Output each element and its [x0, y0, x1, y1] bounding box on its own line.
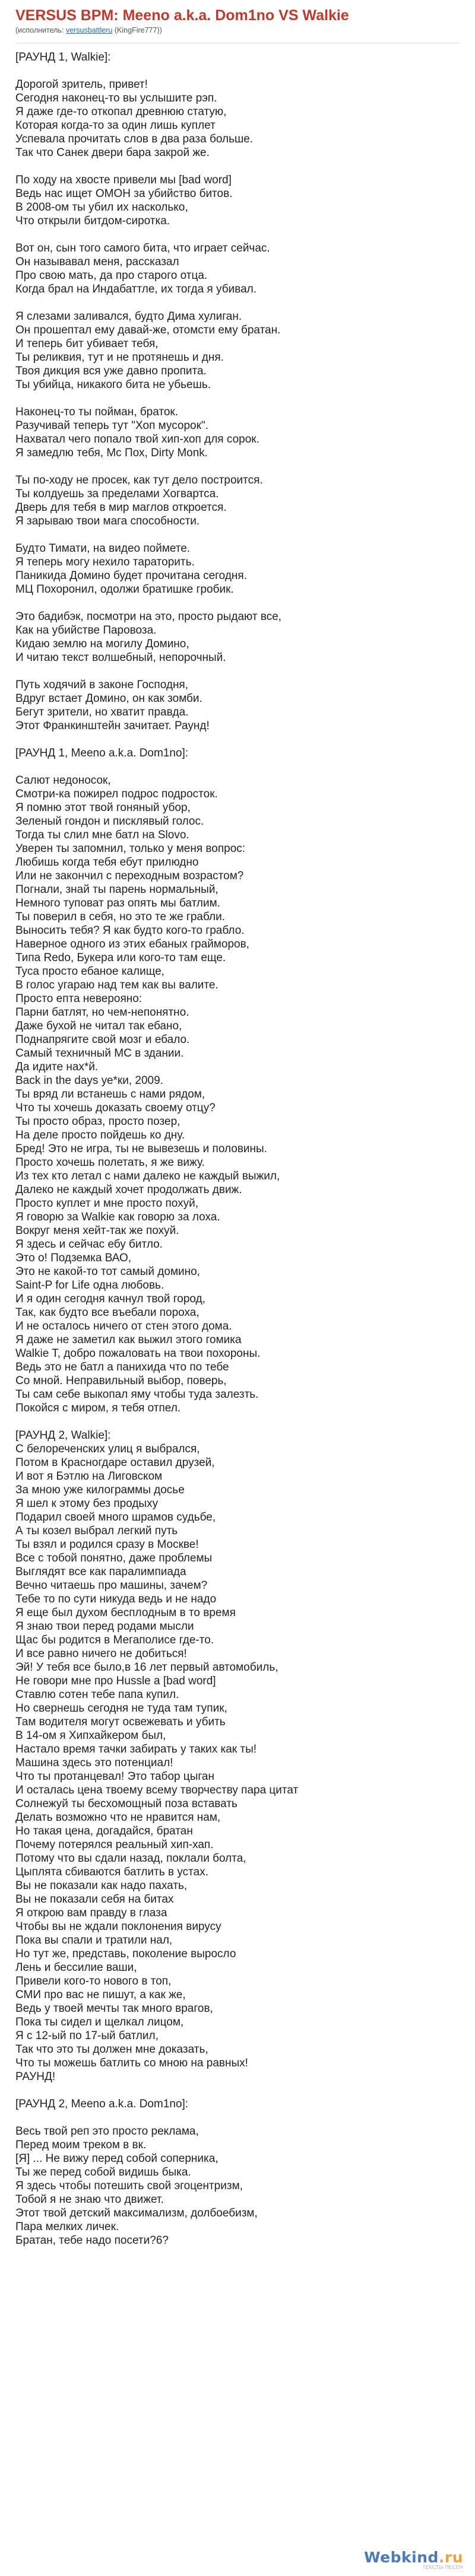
lyric-line: Солнежуй ты бесхомощный поза вставать [15, 1798, 238, 1810]
blank-line [15, 733, 460, 746]
lyric-line: Так что это ты должен мне доказать, [15, 2043, 208, 2056]
lyric-line: Я зарываю твои мага способности. [15, 515, 200, 527]
lyric-line: Вы не показали себя на битах [15, 1893, 174, 1906]
lyric-line: Ты взял и родился сразу в Москве! [15, 1538, 199, 1551]
blank-line [15, 760, 460, 774]
lyric-line: Салют недоносок, [15, 774, 111, 787]
lyric-line: Туса просто ебаное калище, [15, 965, 164, 978]
lyric-line: Я еще был духом бесплодным в то время [15, 1607, 236, 1619]
blank-line [15, 528, 460, 542]
lyric-line: Я говорю за Walkie как говорю за лоха. [15, 1211, 220, 1223]
lyric-line: Saint-P for Life одна любовь. [15, 1279, 164, 1292]
lyric-line: Так что Санек двери бара закрой же. [15, 147, 210, 159]
lyric-line: Наверное одного из этих ебаных грайморов, [15, 938, 249, 950]
lyric-line: Перед моим треком в вк. [15, 2139, 147, 2151]
lyric-line: Ведь у твоей мечты так много врагов, [15, 2002, 213, 2015]
lyric-line: Самый техничный МС в здании. [15, 1047, 184, 1060]
lyric-line: Я даже где-то откопал древнюю статую, [15, 106, 227, 118]
lyric-line: Уверен ты запомнил, только у меня вопрос: [15, 842, 246, 855]
lyric-line: Вдруг встает Домино, он как зомби. [15, 692, 202, 705]
lyric-line: Пока ты сидел и щелкал лицом, [15, 2016, 184, 2028]
lyric-line: Вот он, сын того самого бита, что играет сейчас. [15, 242, 270, 255]
lyric-line: Ты реликвия, тут и не протянешь и дня. [15, 351, 224, 364]
lyric-line: Нахватал чего попало твой хип-хоп для сорок. [15, 433, 259, 446]
lyric-line: Выносить тебя? Я как будто кого-то грабло. [15, 924, 245, 937]
lyric-line: В 14-ом я Хипхайкером был, [15, 1729, 166, 1742]
lyric-line: Бред! Это не игра, ты не вывезешь и половины. [15, 1143, 267, 1155]
lyric-line: Делать возможно что не нравится нам, [15, 1811, 221, 1824]
lyric-line: Ты колдуешь за пределами Хогвартса. [15, 488, 219, 500]
lyric-line: Зеленый гондон и писклявый голос. [15, 815, 204, 828]
lyrics-text [15, 43, 460, 2247]
lyric-line: Я замедлю тебя, Mc Пох, Dirty Monk. [15, 447, 208, 459]
lyric-line: И читаю текст волшебный, непорочный. [15, 651, 226, 664]
lyric-line: Паникида Домино будет прочитана сегодня. [15, 570, 247, 582]
lyric-line: Парни батлят, но чем-непонятно. [15, 1006, 189, 1019]
lyric-line: Back in the days уе*ки, 2009. [15, 1074, 163, 1087]
lyric-line: Тобой я не знаю что движет. [15, 2193, 164, 2206]
lyric-line: Я слезами заливался, будто Дима хулиган. [15, 310, 242, 323]
lyric-line: И теперь бит убивает тебя, [15, 338, 159, 350]
page-title: VERSUS BPM: Meeno a.k.a. Dom1no VS Walkie [15, 7, 349, 24]
lyric-line: Он называвал меня, рассказал [15, 256, 179, 268]
lyric-line: Потому что вы сдали назад, поклали болта, [15, 1852, 246, 1865]
lyric-line: Дверь для тебя в мир маглов откроется. [15, 501, 227, 514]
lyric-line: Тебе то по сути никуда ведь и не надо [15, 1593, 217, 1605]
lyric-line: Что открыли битдом-сиротка. [15, 215, 170, 227]
lyric-line: Со мной. Неправильный выбор, поверь, [15, 1375, 227, 1387]
lyric-line: Это бадибэк, посмотри на это, просто рыдают все, [15, 610, 282, 623]
lyric-line: В 2008-ом ты убил их насколько, [15, 201, 188, 214]
lyric-line: Чтобы вы не ждали поклонения вирусу [15, 1920, 221, 1933]
lyric-line: Ставлю сотен тебе папа купил. [15, 1688, 179, 1701]
lyric-line: Машина здесь это потенциал! [15, 1757, 173, 1769]
lyric-line: [РАУНД 2, Meeno a.k.a. Dom1no]: [15, 2098, 189, 2110]
lyric-line: Что ты хочешь доказать своему отцу? [15, 1102, 216, 1114]
performer-suffix: (KingFire777)) [112, 26, 162, 34]
lyric-line: Твоя дикция вся уже давно пропита. [15, 365, 207, 377]
lyric-line: Цыплята сбиваются батлить в устах. [15, 1866, 208, 1878]
lyric-line: Путь ходячий в законе Господня, [15, 679, 189, 691]
blank-line [15, 392, 460, 405]
lyric-line: Что ты протанцевал! Это табор цыган [15, 1770, 214, 1783]
lyric-line: Не говори мне про Hussle a [bad word] [15, 1675, 216, 1687]
lyric-line: [Я] ... Не вижу перед собой соперника, [15, 2152, 218, 2165]
lyric-line: Я с 12-ый по 17-ый батлил, [15, 2030, 159, 2042]
lyric-line: Смотри-ка пожирел подрос подросток. [15, 788, 218, 800]
lyric-line: Далеко не каждый хочет продолжать движ. [15, 1184, 242, 1196]
logo-text: Webkind [363, 2549, 439, 2566]
lyric-line: Я помню этот твой гоняный убор, [15, 802, 191, 814]
lyric-line: Walkie T, добро пожаловать на твои похороны. [15, 1347, 261, 1360]
lyric-line: Типа Redo, Букера или кого-то там еще. [15, 952, 226, 964]
lyric-line: [РАУНД 1, Meeno a.k.a. Dom1no]: [15, 747, 189, 759]
blank-line [15, 160, 460, 173]
lyric-line: Пока вы спали и тратили нал, [15, 1934, 173, 1947]
lyric-line: Привели кого-то нового в топ, [15, 1975, 172, 1987]
lyric-line: Все с тобой понятно, даже проблемы [15, 1552, 213, 1564]
lyric-line: Когда брал на Индабаттле, их тогда я убивал. [15, 283, 257, 295]
lyric-line: Он прошептал ему давай-же, отомсти ему братан. [15, 324, 281, 336]
performer-prefix: (исполнитель: [15, 26, 66, 34]
lyric-line: И осталась цена твоему всему творчеству пара цитат [15, 1784, 299, 1796]
lyric-line: Поднапрягите свой мозг и ебало. [15, 1033, 190, 1046]
lyric-line: Из тех кто летал с нами далеко не каждый выжил, [15, 1170, 280, 1182]
lyric-line: Любишь когда тебя ебут прилюдно [15, 856, 199, 869]
lyric-line: Почему потерялся реальный хип-хап. [15, 1839, 214, 1851]
lyric-line: Весь твой реп это просто реклама, [15, 2125, 199, 2138]
lyric-line: Я здесь и сейчас ебу битло. [15, 1238, 163, 1251]
lyric-line: Я даже не заметил как выжил этого гомика [15, 1334, 242, 1346]
lyric-line: СМИ про вас не пишут, а как же, [15, 1989, 186, 2001]
lyric-line: Лень и бессилие ваши, [15, 1961, 137, 1974]
lyric-line: А ты козел выбрал легкий путь [15, 1525, 178, 1537]
lyric-line: Подарил своей много шрамов судьбе, [15, 1511, 216, 1524]
lyric-line: Этот Франкинштейн зачитает. Раунд! [15, 720, 210, 732]
lyric-line: Щас бы родится в Мегаполисе где-то. [15, 1634, 214, 1646]
blank-line [15, 596, 460, 610]
lyric-line: На деле просто пойдешь ко дну. [15, 1129, 185, 1141]
blank-line [15, 64, 460, 78]
lyric-line: Да идите нах*й. [15, 1061, 99, 1073]
lyric-line: РАУНД! [15, 2071, 56, 2083]
logo-tagline: ТЕКСТЫ ПЕСЕН [422, 2565, 463, 2570]
lyric-line: Успевала прочитать слов в два раза больше. [15, 133, 254, 145]
lyric-line: Ты убийца, никакого бита не убьешь. [15, 379, 211, 391]
performer-link[interactable]: versusbattleru [65, 26, 113, 34]
lyric-line: Погнали, знай ты парень нормальный, [15, 883, 218, 896]
lyric-line: Выглядят все как паралимпиада [15, 1566, 186, 1578]
lyric-line: Просто куплет и мне просто похуй, [15, 1197, 199, 1210]
lyric-line: Ты же перед собой видишь быка. [15, 2166, 191, 2179]
lyric-line: Я здесь чтобы потешить свой эгоцентризм, [15, 2180, 243, 2192]
lyric-line: И не осталось ничего от стен этого дома. [15, 1320, 232, 1332]
lyric-line: И я один сегодня качнул твой город, [15, 1293, 205, 1305]
lyric-line: Ты вряд ли встанешь с нами рядом, [15, 1088, 205, 1101]
logo-wordmark [364, 2549, 463, 2566]
lyric-line: За мною уже килограммы досье [15, 1484, 185, 1496]
lyric-line: Вы не показали как надо пахать, [15, 1879, 188, 1892]
lyric-line: Я шел к этому без продыху [15, 1497, 159, 1510]
lyric-line: Что ты можешь батлить со мною на равных! [15, 2057, 248, 2069]
lyric-line: Ты по-ходу не просек, как тут дело построится. [15, 474, 263, 486]
lyric-line: Кидаю землю на могилу Домино, [15, 638, 189, 650]
blank-line [15, 228, 460, 241]
blank-line [15, 296, 460, 310]
lyric-line: Там водителя могут освежевать и убить [15, 1716, 226, 1728]
lyric-line: С белореченских улиц я выбрался, [15, 1443, 200, 1455]
lyric-line: Настало время тачки забирать у таких как ты! [15, 1743, 257, 1756]
lyric-line: Это о! Подземка ВАО, [15, 1252, 132, 1264]
lyric-line: Просто хочешь полетать, я же вижу. [15, 1156, 205, 1169]
lyric-line: [РАУНД 1, Walkie]: [15, 51, 111, 63]
lyric-line: Наконец-то ты пойман, браток. [15, 406, 179, 418]
lyric-line: Но такая цена, догадайся, братан [15, 1825, 193, 1837]
lyric-line: Эй! У тебя все было,в 16 лет первый автомобиль, [15, 1661, 278, 1674]
lyric-line: Так, как будто все въебали пороха, [15, 1306, 200, 1319]
lyric-line: Покойся с миром, я тебя отпел. [15, 1402, 181, 1414]
lyric-line: Как на убийстве Паровоза. [15, 624, 157, 637]
lyric-line: МЦ Похоронил, одолжи братишке гробик. [15, 583, 234, 596]
lyric-line: Просто епта неверояно: [15, 993, 142, 1005]
blank-line [15, 664, 460, 678]
lyric-line: Разучивай теперь тут "Хоп мусорок". [15, 419, 208, 432]
lyric-line: Вечно читаешь про машины, зачем? [15, 1579, 208, 1592]
lyric-line: Тогда ты слил мне батл на Slovo. [15, 829, 189, 841]
blank-line [15, 2111, 460, 2125]
lyric-line: Пара мелких личек. [15, 2221, 119, 2233]
lyric-line: Про свою мать, да про старого отца. [15, 269, 208, 282]
logo-tld: .ru [438, 2549, 463, 2566]
lyric-line: Я знаю твои перед родами мысли [15, 1620, 194, 1633]
lyric-line: Даже бухой не читал так ебано, [15, 1020, 182, 1032]
lyric-line: Но тут же, представь, поколение выросло [15, 1948, 236, 1960]
lyric-line: Я открою вам правду в глаза [15, 1907, 167, 1919]
lyric-line: По ходу на хвосте привели мы [bad word] [15, 174, 232, 186]
lyric-line: Дорогой зритель, привет! [15, 78, 148, 91]
lyric-line: Но свернешь сегодня не туда там тупик, [15, 1702, 227, 1715]
blank-line [15, 460, 460, 473]
performer-info [15, 25, 460, 36]
lyric-line: [РАУНД 2, Walkie]: [15, 1429, 111, 1442]
lyric-line: Будто Тимати, на видео поймете. [15, 542, 191, 555]
lyric-line: Этот твой детский максимализм, долбоебизм, [15, 2207, 258, 2219]
lyric-line: Ведь нас ищет ОМОН за убийство битов. [15, 187, 233, 200]
lyric-line: Сегодня наконец-то вы услышите рэп. [15, 92, 217, 104]
lyric-line: Которая когда-то за один лишь куплет [15, 119, 216, 132]
site-logo[interactable] [364, 2549, 463, 2570]
lyric-line: Или не закончил с переходным возрастом? [15, 870, 244, 882]
blank-line [15, 1415, 460, 1429]
lyric-line: Ты поверил в себя, но это те же грабли. [15, 911, 226, 923]
lyric-line: Ведь это не батл а панихида что по тебе [15, 1361, 229, 1373]
lyric-line: Немного туповат раз опять мы батлим. [15, 897, 220, 909]
lyric-line: Ты просто образ, просто позер, [15, 1115, 180, 1128]
lyric-line: Потом в Красногдаре оставил друзей, [15, 1456, 215, 1469]
lyric-line: Братан, тебе надо посети?6? [15, 2234, 169, 2247]
lyric-line: И все равно ничего не добиться! [15, 1648, 187, 1660]
lyric-line: Это не какой-то тот самый домино, [15, 1265, 200, 1278]
lyric-line: И вот я Бэтлю на Лиговском [15, 1470, 163, 1483]
lyric-line: Ты сам себе выкопал яму чтобы туда залезть. [15, 1388, 259, 1401]
lyric-line: Бегут зрители, но хватит правда. [15, 706, 189, 718]
blank-line [15, 2084, 460, 2097]
lyric-line: В голос угараю над тем как вы валите. [15, 979, 218, 991]
lyric-line: Вокруг меня хейт-так же похуй. [15, 1225, 179, 1237]
lyric-line: Я теперь могу нехило тараторить. [15, 556, 195, 568]
